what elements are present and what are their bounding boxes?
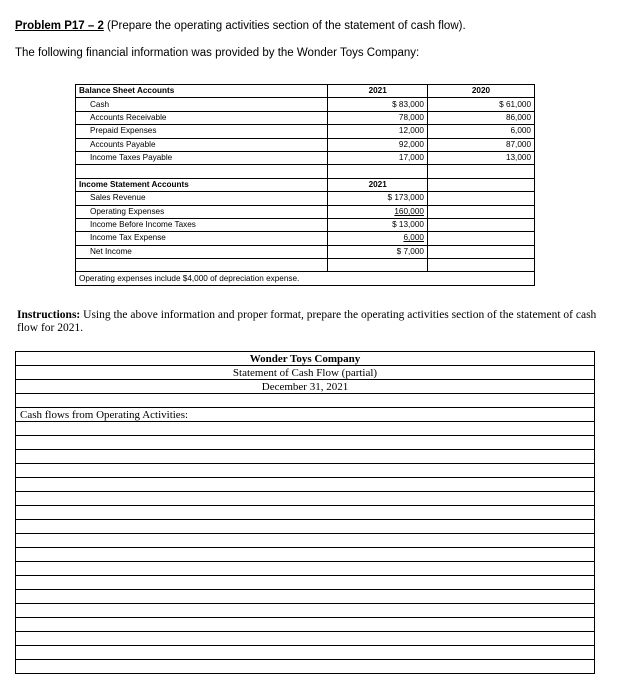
spacer-row — [76, 259, 535, 272]
blank-answer-row[interactable] — [16, 590, 595, 604]
blank-answer-row[interactable] — [16, 492, 595, 506]
blank-answer-row[interactable] — [16, 646, 595, 660]
problem-description: (Prepare the operating activities section of the statement of cash flow). — [103, 20, 466, 32]
blank-answer-row[interactable] — [16, 618, 595, 632]
blank-answer-row[interactable] — [16, 548, 595, 562]
account-label: Cash — [76, 98, 328, 111]
company-name: Wonder Toys Company — [16, 352, 595, 366]
account-label: Sales Revenue — [76, 192, 328, 205]
table-row — [76, 138, 535, 151]
blank-answer-row[interactable] — [16, 576, 595, 590]
blank-answer-row[interactable] — [16, 478, 595, 492]
value-2020: 6,000 — [427, 125, 534, 138]
value-2021: 12,000 — [328, 125, 428, 138]
account-label: Income Taxes Payable — [76, 151, 328, 164]
income-statement-heading: Income Statement Accounts — [76, 178, 328, 191]
value-2020: 87,000 — [427, 138, 534, 151]
account-label: Accounts Payable — [76, 138, 328, 151]
col-2020-header: 2020 — [427, 85, 534, 98]
account-label: Income Tax Expense — [76, 232, 328, 245]
spacer-row — [76, 165, 535, 178]
table-row — [76, 205, 535, 218]
value-2021: 17,000 — [328, 151, 428, 164]
account-label: Accounts Receivable — [76, 111, 328, 124]
table-row — [76, 151, 535, 164]
statement-title: Statement of Cash Flow (partial) — [16, 366, 595, 380]
intro-text: The following financial information was provided by the Wonder Toys Company: — [15, 47, 420, 59]
account-label: Net Income — [76, 245, 328, 258]
value-2021: $ 7,000 — [328, 245, 428, 258]
note-row — [76, 272, 535, 285]
value-2021: $ 13,000 — [328, 218, 428, 231]
blank-answer-row[interactable] — [16, 632, 595, 646]
value-2021: 6,000 — [403, 233, 424, 243]
income-statement-header-row — [76, 178, 535, 191]
cash-flow-statement-table — [15, 351, 595, 674]
instructions-label: Instructions: — [17, 309, 81, 321]
value-2021: 160,000 — [394, 206, 424, 216]
blank-answer-row[interactable] — [16, 534, 595, 548]
account-label: Income Before Income Taxes — [76, 218, 328, 231]
value-2021: 78,000 — [328, 111, 428, 124]
table-row — [76, 125, 535, 138]
value-2020: 13,000 — [427, 151, 534, 164]
col-2021-header: 2021 — [328, 85, 428, 98]
blank-answer-row[interactable] — [16, 436, 595, 450]
value-2020: 86,000 — [427, 111, 534, 124]
blank-answer-row[interactable] — [16, 604, 595, 618]
value-2021: $ 173,000 — [328, 192, 428, 205]
account-label: Prepaid Expenses — [76, 125, 328, 138]
table-row — [76, 98, 535, 111]
col-2021-header: 2021 — [328, 178, 428, 191]
financial-data-table — [75, 84, 535, 286]
blank-answer-row[interactable] — [16, 422, 595, 436]
table-row — [76, 245, 535, 258]
table-row — [76, 232, 535, 245]
blank-answer-row[interactable] — [16, 562, 595, 576]
blank-answer-row[interactable] — [16, 464, 595, 478]
blank-answer-row[interactable] — [16, 450, 595, 464]
instructions — [17, 309, 597, 334]
statement-date: December 31, 2021 — [16, 380, 595, 394]
value-2020: $ 61,000 — [427, 98, 534, 111]
blank-answer-row[interactable] — [16, 394, 595, 408]
problem-label: Problem P17 – 2 — [15, 20, 104, 32]
section-label: Cash flows from Operating Activities: — [16, 408, 595, 422]
balance-sheet-header-row — [76, 85, 535, 98]
problem-title — [15, 20, 466, 32]
balance-sheet-heading: Balance Sheet Accounts — [76, 85, 328, 98]
table-row — [76, 218, 535, 231]
depreciation-note: Operating expenses include $4,000 of depreciation expense. — [76, 272, 535, 285]
instructions-text: Using the above information and proper format, prepare the operating activities section of the statement of cash flow for 2021. — [17, 309, 597, 334]
blank-answer-row[interactable] — [16, 506, 595, 520]
blank-answer-row[interactable] — [16, 520, 595, 534]
table-row — [76, 111, 535, 124]
value-2021: $ 83,000 — [328, 98, 428, 111]
account-label: Operating Expenses — [76, 205, 328, 218]
table-row — [76, 192, 535, 205]
blank-answer-row[interactable] — [16, 660, 595, 674]
value-2021: 92,000 — [328, 138, 428, 151]
